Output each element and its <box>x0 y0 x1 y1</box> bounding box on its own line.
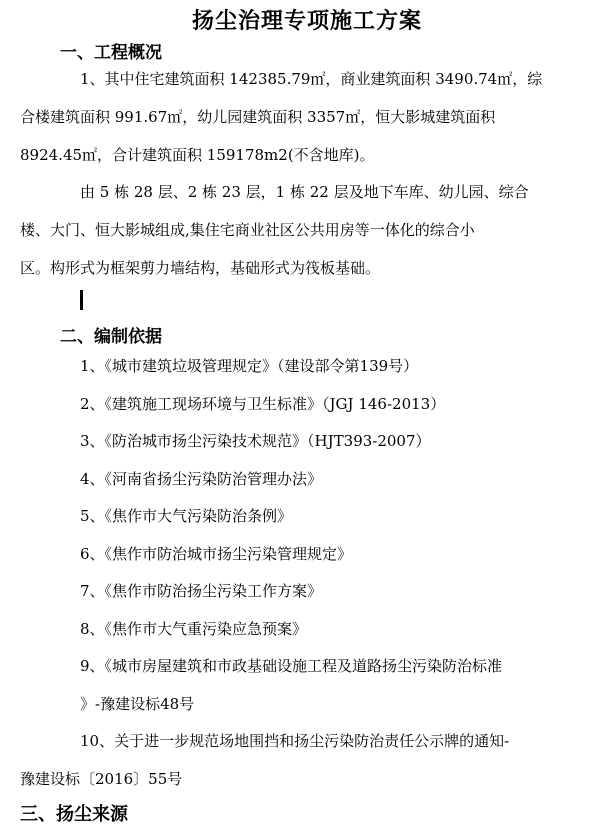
list-item: 9、《城市房屋建筑和市政基础设施工程及道路扬尘污染防治标准 <box>80 657 503 675</box>
overview-paragraph-2 <box>20 173 594 287</box>
text-line: 合楼建筑面积 991.67㎡，幼儿园建筑面积 3357㎡，恒大影城建筑面积 <box>20 108 496 126</box>
list-item: 7、《焦作市防治扬尘污染工作方案》 <box>80 582 323 600</box>
list-item: 10、关于进一步规范场地围挡和扬尘污染防治责任公示牌的通知- <box>80 732 510 750</box>
list-item: 5、《焦作市大气污染防治条例》 <box>80 507 293 525</box>
list-item-continuation: 》-豫建设标48号 <box>80 694 195 713</box>
section-heading-basis: 二、编制依据 <box>60 327 162 347</box>
text-line: 1、其中住宅建筑面积 142385.79㎡，商业建筑面积 3490.74㎡，综 <box>80 70 543 88</box>
overview-paragraph-1 <box>20 60 594 174</box>
section-heading-overview: 一、工程概况 <box>60 43 162 63</box>
list-item: 4、《河南省扬尘污染防治管理办法》 <box>80 469 323 488</box>
text-line: 8924.45㎡，合计建筑面积 159178m2(不含地库)。 <box>20 146 375 164</box>
text-line: 楼、大门、恒大影城组成,集住宅商业社区公共用房等一体化的综合小 <box>20 221 475 239</box>
text-line: 由 5 栋 28 层、2 栋 23 层，1 栋 22 层及地下车库、幼儿园、综合 <box>80 183 529 201</box>
list-item: 1、《城市建筑垃圾管理规定》（建设部令第139号） <box>80 357 419 375</box>
text-line: 区。构形式为框架剪力墙结构，基础形式为筏板基础。 <box>20 259 381 277</box>
list-item: 6、《焦作市防治城市扬尘污染管理规定》 <box>80 544 353 563</box>
basis-list <box>20 348 594 798</box>
document-title: 扬尘治理专项施工方案 <box>191 9 422 34</box>
list-item: 2、《建筑施工现场环境与卫生标准》（JGJ 146-2013） <box>80 394 446 413</box>
section-heading-dust-sources: 三、扬尘来源 <box>20 804 128 825</box>
text-cursor[interactable] <box>80 290 83 310</box>
list-item: 3、《防治城市扬尘污染技术规范》（HJT393-2007） <box>80 432 431 450</box>
list-item-continuation: 豫建设标〔2016〕55号 <box>20 769 183 788</box>
list-item: 8、《焦作市大气重污染应急预案》 <box>80 619 308 638</box>
